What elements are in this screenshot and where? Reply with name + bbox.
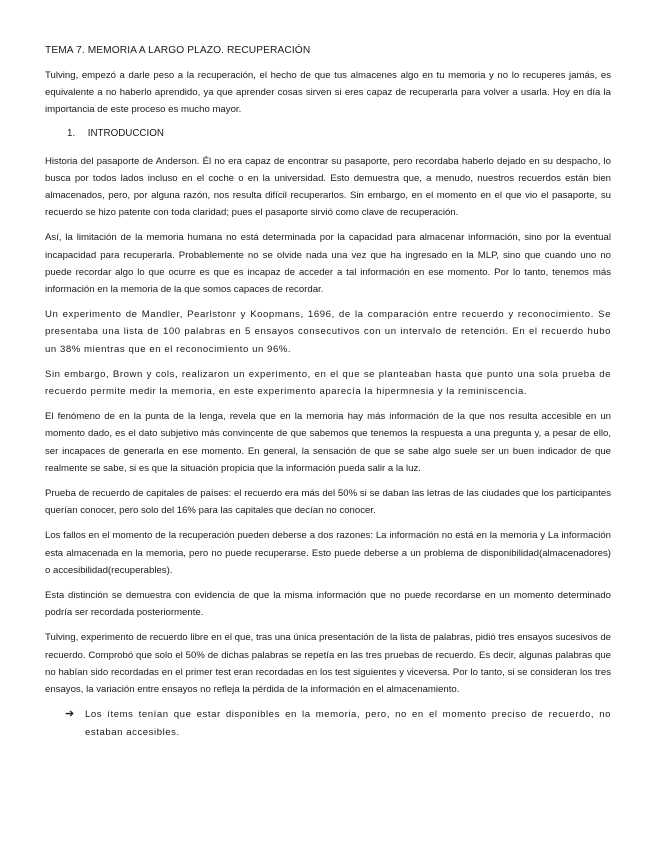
paragraph-pasaporte: Historia del pasaporte de Anderson. Él no era capaz de encontrar su pasaporte, pero recordaba haberlo dejado en su despacho, lo busca por todos lados incluso en el coche o en la universidad. Esto demuestra que, a menudo, nuestros recuerdos están bien almacenados, pero, por alguna razón, nos resulta difícil recuperarlos. Sin embargo, en el momento en el que vio el pasaporte, su recuerdo se hizo patente con toda claridad; pues el pasaporte sirvió como clave de recuperación. bbox=[45, 155, 611, 219]
bullet-item bbox=[45, 706, 611, 740]
paragraph-tulving: Tulving, experimento de recuerdo libre en el que, tras una única presentación de la lista de palabras, pidió tres ensayos sucesivos de recuerdo. Comprobó que solo el 50% de dichas palabras se repetía en las tres pruebas de recuerdo. Es decir, algunas palabras que no habían sido recordadas en el primer test eran recordadas en los test siguientes y viceversa. Por lo tanto, si se consideran los tres ensayos, la variación entre ensayos no refleja la pérdida de la información en el almacenamiento. bbox=[45, 632, 611, 696]
paragraph-capitales: Prueba de recuerdo de capitales de países: el recuerdo era más del 50% si se daban las letras de las ciudades que los participantes querían conocer, pero solo del 16% para las capitales que decían no conocer. bbox=[45, 488, 611, 517]
intro-paragraph: Tulving, empezó a darle peso a la recuperación, el hecho de que tus almacenes algo en tu memoria y no lo recuperes jamás, es equivalente a no haberlo aprendido, ya que aprender cosas sirven si eres capaz de recuperarla para volver a usarla. Hoy en día la importancia de este proceso es mucho mayor. bbox=[45, 70, 611, 116]
paragraph-distincion: Esta distinción se demuestra con evidencia de que la misma información que no puede recordarse en un momento determinado podría ser recordada posteriormente. bbox=[45, 590, 611, 619]
paragraph-brown: Sin embargo, Brown y cols, realizaron un experimento, en el que se planteaban hasta que punto una sola prueba de recuerdo permite medir la memoria, en este experimento aparecía la hipermnesia y la reminiscencia. bbox=[45, 368, 611, 398]
section-heading bbox=[45, 127, 611, 141]
paragraph-limitacion: Así, la limitación de la memoria humana no está determinada por la capacidad para almacenar información, sino por la eventual incapacidad para recuperarla. Probablemente no se olvide nada una vez que ha ingresado en la MLP, sino que cuando uno no puede recordar algo lo que ocurre es que es incapaz de acceder a tal información en ese momento. Por lo tanto, tenemos más información en la memoria de la que somos capaces de recordar. bbox=[45, 232, 611, 296]
document-page bbox=[45, 44, 611, 741]
paragraph-mandler: Un experimento de Mandler, Pearlstonr y Koopmans, 1696, de la comparación entre recuerdo y reconocimiento. Se presentaba una lista de 100 palabras en 5 ensayos consecutivos con un intervalo de retención. En el recuerdo hubo un 38% mientras que en el reconocimiento un 96%. bbox=[45, 309, 611, 355]
right-arrow-icon: ➔ bbox=[65, 708, 75, 721]
paragraph-punta-lengua: El fenómeno de en la punta de la lenga, revela que en la memoria hay más información de la que nos resulta accesible en un momento dado, es el dato subjetivo más convincente de que sabemos que tenemos la respuesta a una pregunta y, a pesar de ello, ser incapaces de generarla en ese momento. En general, la sensación de que se sabe algo suele ser un buen indicador de que realmente se sabe, si es que la situación propicia que la información pueda salir a la luz. bbox=[45, 411, 611, 474]
section-label: INTRODUCCION bbox=[87, 127, 164, 139]
document-title: TEMA 7. MEMORIA A LARGO PLAZO. RECUPERACIÓN bbox=[45, 45, 311, 56]
section-number: 1. bbox=[67, 127, 76, 139]
bullet-text: Los ítems tenían que estar disponibles en la memoria, pero, no en el momento preciso de recuerdo, no estaban accesibles. bbox=[85, 709, 611, 738]
paragraph-fallos: Los fallos en el momento de la recuperación pueden deberse a dos razones: La información no está en la memoria y La información esta almacenada en la memoria, pero no puede recuperarse. Esto puede deberse a un problema de disponibilidad(almacenadores) o accesibilidad(recuperables). bbox=[45, 530, 611, 576]
